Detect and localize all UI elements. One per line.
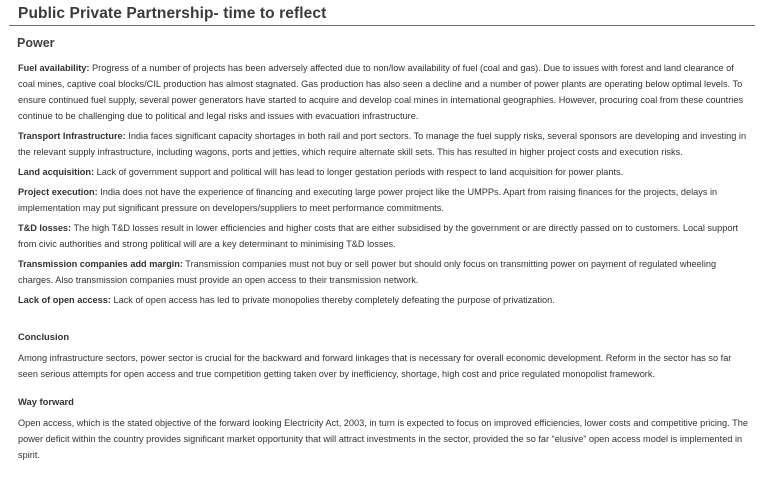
way-forward-heading: Way forward <box>18 396 74 407</box>
transmission-companies-text: Transmission companies must not buy or sell power but should only focus on transmitting power on payment of regulated wheeling charges. Also transmission companies must provide an open access to their transmission network. <box>18 259 717 285</box>
power-heading: Power <box>17 36 55 50</box>
conclusion-text: Among infrastructure sectors, power sector is crucial for the backward and forward linkages that is necessary for overall economic development. Reform in the sector has so far seen serious attempts for open access and true competition getting taken over by inefficiency, shortage, high cost and price regulated monopolist framework. <box>18 353 732 379</box>
conclusion-heading: Conclusion <box>18 331 70 342</box>
project-execution-text: India does not have the experience of financing and executing large power project like the UMPPs. Apart from raising finances for the projects, delays in implementation may put significant pressure on developers/suppliers to meet performance commitments. <box>18 187 718 213</box>
transmission-companies-paragraph <box>18 256 752 288</box>
way-forward-text: Open access, which is the stated objective of the forward looking Electricity Act, 2003, in turn is expected to focus on improved efficiencies, lower costs and competitive pricing. The power deficit within the country provides significant market opportunity that will attract investments in the sector, provided the so far “elusive” open access model is implemented in spirit. <box>18 418 748 460</box>
land-acquisition-paragraph <box>18 164 752 180</box>
fuel-availability-label: Fuel availability: <box>18 63 90 73</box>
td-losses-label: T&D losses: <box>18 223 72 233</box>
transmission-companies-label: Transmission companies add margin: <box>18 259 183 269</box>
land-acquisition-label: Land acquisition: <box>18 167 95 177</box>
land-acquisition-text: Lack of government support and political will has lead to longer gestation periods with respect to land acquisition for power plants. <box>94 167 624 177</box>
project-execution-label: Project execution: <box>18 187 98 197</box>
project-execution-paragraph <box>18 184 752 216</box>
spacer <box>18 312 752 329</box>
open-access-text: Lack of open access has led to private monopolies thereby completely defeating the purpose of privatization. <box>110 295 555 305</box>
open-access-label: Lack of open access: <box>18 295 111 305</box>
slide-body <box>18 60 752 463</box>
td-losses-text: The high T&D losses result in lower efficiencies and higher costs that are either subsidised by the government or are directly passed on to customers. Local support from civic authorities and strong political will are a key determinant to minimising T&D losses. <box>18 223 739 249</box>
fuel-availability-paragraph <box>18 60 752 124</box>
transport-infrastructure-label: Transport Infrastructure: <box>18 131 126 141</box>
td-losses-paragraph <box>18 220 752 252</box>
open-access-paragraph <box>18 292 752 308</box>
title-divider <box>9 25 755 26</box>
spacer <box>18 382 752 394</box>
transport-infrastructure-text: India faces significant capacity shortages in both rail and port sectors. To manage the fuel supply risks, several sponsors are developing and investing in the relevant supply infrastructure, including wagons, ports and jetties, which require alternate skill sets. This has resulted in higher project costs and execution risks. <box>18 131 747 157</box>
slide-title: Public Private Partnership- time to reflect <box>18 5 327 22</box>
transport-infrastructure-paragraph <box>18 128 752 160</box>
fuel-availability-text: Progress of a number of projects has been adversely affected due to non/low availability of fuel (coal and gas). Due to issues with forest and land clearance of coal mines, captive coal blocks/CIL production has almost stagnated. Gas production has also seen a decline and a number of power plants are operating below optimal levels. To ensure continued fuel supply, several power generators have started to acquire and develop coal mines in international geographies. However, procuring coal from these countries continue to be challenging due to political and legal risks and issues with evacuation infrastructure. <box>18 63 744 121</box>
